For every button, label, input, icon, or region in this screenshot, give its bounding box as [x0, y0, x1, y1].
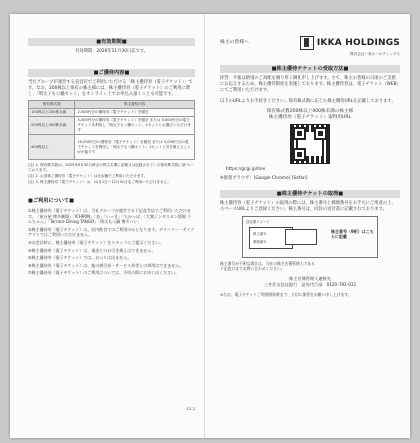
note-2: (注) 2. お食事ご優待券（電子チケット）は全店舗でご利用いただけます。	[28, 174, 148, 178]
usage-item: ①株主優待券（電子チケット）は、当社グループが運営する下記直営店でご利用いただけます。「屋台屋 博多劇場」「ICHIRIN」「炎」「いっき」「ちかっぱ」「大衆ジンギスカン酒場 ラムちゃん」「Terrace Dining TANGO」「明太もつ鍋 博多ハレ」	[28, 208, 192, 225]
browser-note: ※推奨ブラウザ：[Google Chrome] [Safari]	[220, 176, 308, 181]
ticket-arrow: 株主番号（9桁）はこちらに記載	[331, 229, 374, 239]
bottom-note: ※なお、電子チケットご利用開始時まで、大切に保管をお願い申し上げます。	[220, 291, 352, 297]
url-target-line2: 株主優待券（電子チケット）取得用URL	[268, 115, 352, 120]
table-row	[29, 109, 195, 117]
contact-company: 株主名簿管理人連絡先	[289, 275, 331, 281]
benefits-intro: 当社グループが運営する直営店でご利用いただける「株主優待券（電子チケット）」です。なお、200株以上保有の株主様には、株主優待券（電子チケット）のご利用に際し、「明太子もつ鍋セット」をオンライン上でお申込み頂くことも可能です。	[28, 80, 193, 97]
company-logo	[300, 36, 400, 50]
url-target-line1: 保有株式数200株以上400株未満の株主様	[266, 109, 354, 114]
ticket-field1: 株主番号	[253, 232, 267, 236]
usage-item: ④株主優待券（電子チケット）は、現金とのお引き換えはできません。	[28, 247, 156, 253]
note-1: (注) 1. 保有株式数は、2025年9月30日時点の株主名簿に記載又は記録されている保有株式数に基づいております。	[28, 163, 193, 172]
table-cell-shares: 100株以上200株未満	[29, 109, 75, 117]
ticket-image	[242, 216, 378, 258]
table-cell-shares: 400株以上	[29, 135, 75, 160]
usage-item: ⑤株主優待券（電子チケット）では、おつりは出ません。	[28, 255, 132, 261]
benefits-heading: ■ご優待内容■	[28, 69, 195, 77]
company-name: IKKA HOLDINGS	[316, 38, 400, 48]
right-page	[206, 14, 410, 438]
url-link[interactable]: https://gcgi.jp/itex	[226, 167, 266, 172]
contact-line: 下記窓口までお問い合わせください。	[220, 266, 285, 272]
table-cell-content: 5,000円分の優待券（電子チケット）を贈呈 または 5,000円分の電子チケットを利用し「明太子もつ鍋セット」1セットとお選びいただけます	[75, 117, 195, 135]
validity-heading: ■有効期間■	[28, 38, 195, 46]
table-header: 株主優待内容	[75, 101, 195, 109]
table-header: 保有株式数	[29, 101, 75, 109]
how-heading: ■株主優待チケットの受取方法■	[220, 65, 400, 73]
ticket-field2: 郵便番号	[253, 240, 267, 244]
usage-item: ③お会計時に、株主優待券（電子チケット）をスタッフにご提示ください。	[28, 239, 164, 245]
table-header-row	[29, 101, 195, 109]
table-row	[29, 135, 195, 160]
how-text: 拝啓 平素は格別のご高配を賜り厚く御礼申し上げます。さて、株主の皆様の日頃のご支援にお応えするため、株主優待制度を実施しております。株主優待券は、電子チケット（WEB）にてご利用いただけます。	[220, 76, 399, 93]
usage-item: ⑦株主優待券（電子チケット）のご利用については、予約の際にお申し出ください。	[28, 270, 180, 276]
qr-code-icon[interactable]	[290, 124, 330, 164]
validity-text: 有効期間：2026年11月30日迄です。	[74, 49, 149, 54]
get-heading: ■株主優待チケットの取得■	[220, 190, 400, 198]
benefits-table	[28, 100, 195, 160]
greeting: 株主の皆様へ	[220, 40, 249, 45]
usage-item: ⑥株主優待券（電子チケット）は、他の割引券・サービス券等との併用はできません。	[28, 262, 184, 268]
contact-lines	[220, 261, 400, 272]
logo-mark-icon	[300, 36, 314, 50]
usage-list	[28, 208, 195, 276]
usage-heading: ■ご利用について■	[28, 198, 75, 204]
ticket-stub	[285, 229, 317, 245]
contact-line: 株主番号が不明な場合は、当社の株主名簿管理人である	[220, 261, 315, 266]
table-cell-content: 10,000円分の優待券（電子チケット）を贈呈 または 5,000円分の電子チケットを利用し「明太子もつ鍋セット」1セットと引き換えることが可能です	[75, 135, 195, 160]
contact-dept: 三井住友信託銀行 証券代行部 0120-782-031	[263, 281, 357, 287]
brochure-sheet	[10, 14, 410, 438]
ticket-caption: 送付書イメージ	[246, 220, 270, 224]
url-intro: 以下のURLよりお手続きください。保有株式数に応じた株主優待URLを記載しております。	[220, 99, 396, 104]
center-fold	[204, 14, 205, 438]
table-cell-shares: 200株以上400株未満	[29, 117, 75, 135]
table-row	[29, 117, 195, 135]
get-text: 株主優待券（電子チケット）の取得の際には、株主番号と郵便番号をお手元にご用意の上、スペースURLよりご登録ください。株主番号は、同封の送付書に記載されております。	[220, 201, 396, 212]
company-sub: 株式会社一家ホールディングス	[350, 52, 400, 56]
page-number: 12.2	[186, 406, 195, 411]
table-cell-content: 2,500円分の優待券（電子チケット）を贈呈	[75, 109, 195, 117]
usage-item: ②株主優待券（電子チケット）は、店内飲食でのご利用のみとなります。デリバリー・テイクアウトではご利用いただけません。	[28, 226, 195, 238]
left-page	[10, 14, 205, 438]
note-3: (注) 3. 株主優待券（電子チケット）は、12月1日～12月31日迄ご利用いただけません。	[28, 180, 172, 184]
